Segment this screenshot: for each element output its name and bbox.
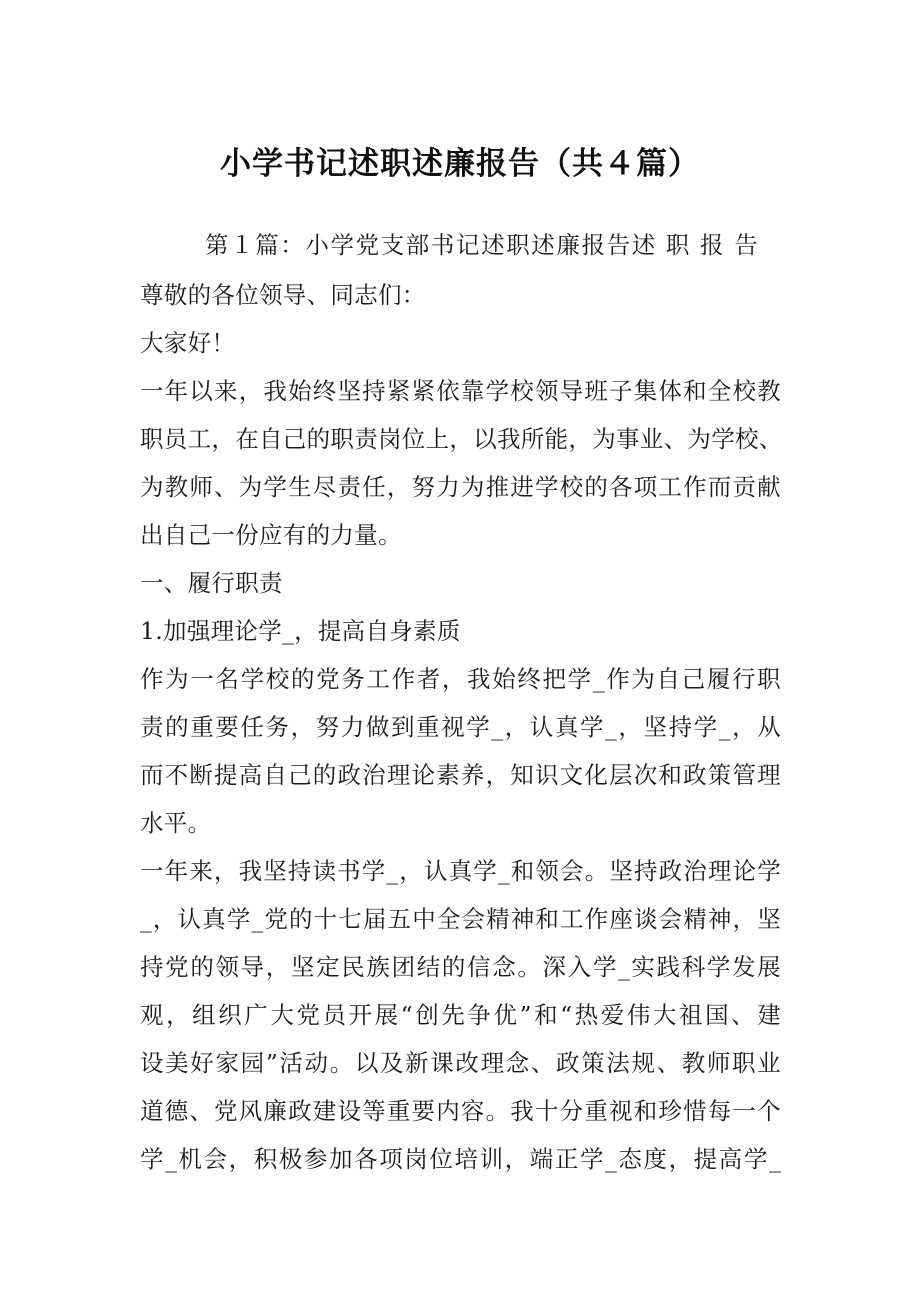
paragraph-line: 作为一名学校的党务工作者，我始终把学_作为自己履行职 (140, 665, 781, 693)
greeting: 大家好！ (140, 329, 236, 357)
paragraph-line: 水平。 (140, 809, 212, 837)
paragraph-line: 道德、党风廉政建设等重要内容。我十分重视和珍惜每一个 (140, 1097, 781, 1125)
chapter-heading: 第１篇：小学党支部书记述职述廉报告述 职 报 告 (205, 231, 758, 259)
salutation: 尊敬的各位领导、同志们： (140, 281, 426, 309)
document-title: 小学书记述职述廉报告（共４篇） (220, 146, 700, 182)
paragraph-line: 持党的领导，坚定民族团结的信念。深入学_实践科学发展 (140, 953, 781, 981)
paragraph-line: 学_机会，积极参加各项岗位培训，端正学_态度，提高学_ (140, 1145, 781, 1173)
paragraph-line: 为教师、为学生尽责任，努力为推进学校的各项工作而贡献 (140, 473, 781, 501)
paragraph-line: 责的重要任务，努力做到重视学_，认真学_，坚持学_，从 (140, 713, 781, 741)
paragraph-line: 设美好家园”活动。以及新课改理念、政策法规、教师职业 (140, 1049, 781, 1077)
paragraph-line: 观，组织广大党员开展“创先争优”和“热爱伟大祖国、建 (140, 1001, 781, 1029)
paragraph-line: 出自己一份应有的力量。 (140, 521, 402, 549)
subsection-heading: 1.加强理论学_，提高自身素质 (140, 617, 461, 645)
paragraph-line: _，认真学_党的十七届五中全会精神和工作座谈会精神，坚 (140, 905, 781, 933)
paragraph-line: 职员工，在自己的职责岗位上，以我所能，为事业、为学校、 (140, 425, 783, 453)
paragraph-line: 而不断提高自己的政治理论素养，知识文化层次和政策管理 (140, 761, 781, 789)
paragraph-line: 一年以来，我始终坚持紧紧依靠学校领导班子集体和全校教 (140, 377, 781, 405)
paragraph-line: 一年来，我坚持读书学_，认真学_和领会。坚持政治理论学 (140, 857, 781, 885)
section-heading: 一、履行职责 (140, 569, 283, 597)
